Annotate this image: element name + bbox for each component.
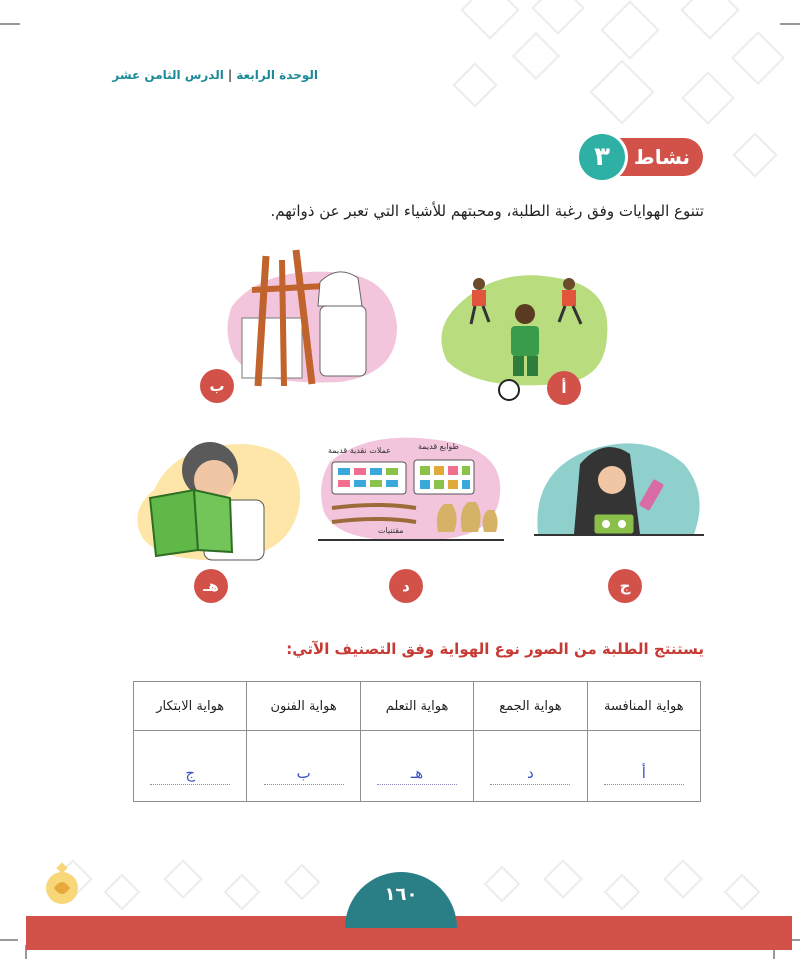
page-header: [0, 68, 318, 82]
answer-cell-collecting[interactable]: [474, 731, 587, 802]
stamps-caption: طوابع قديمة: [418, 442, 459, 451]
answer-competition: أ: [604, 762, 684, 785]
robotics-girl-illustration: [534, 434, 704, 540]
picture-label-a: أ: [547, 371, 581, 405]
possessions-caption: مقتنيات: [378, 526, 404, 535]
header-separator: |: [227, 68, 233, 82]
answer-collecting: د: [490, 762, 570, 785]
picture-label-b: ب: [200, 369, 234, 403]
activity-label: نشاط: [607, 138, 703, 176]
answer-innovation: ج: [150, 762, 230, 785]
lesson-title: الدرس الثامن عشر: [112, 68, 224, 82]
picture-label-j: ج: [608, 569, 642, 603]
answer-cell-innovation[interactable]: [134, 731, 247, 802]
question-text: يستنتج الطلبة من الصور نوع الهواية وفق التصنيف الآتي:: [286, 640, 704, 658]
painter-easel-illustration: [222, 246, 402, 391]
reading-boy-illustration: [134, 430, 304, 566]
page-number: ١٦٠: [345, 872, 457, 928]
header-learning: هواية التعلم: [360, 682, 473, 731]
answer-learning: هـ: [377, 762, 457, 785]
activity-number: ٣: [579, 134, 625, 180]
publisher-logo-icon: [42, 862, 82, 908]
header-innovation: هواية الابتكار: [134, 682, 247, 731]
header-competition: هواية المنافسة: [587, 682, 700, 731]
header-arts: هواية الفنون: [247, 682, 360, 731]
intro-text: تتنوع الهوايات وفق رغبة الطلبة، ومحبتهم للأشياء التي تعبر عن ذواتهم.: [270, 202, 704, 220]
hobby-classification-table: [133, 681, 701, 802]
answer-cell-arts[interactable]: [247, 731, 360, 802]
activity-badge: [579, 134, 703, 182]
unit-title: الوحدة الرابعة: [236, 68, 318, 82]
table-header-row: [134, 682, 701, 731]
answer-arts: ب: [264, 762, 344, 785]
football-players-illustration: [437, 266, 612, 406]
picture-label-h: هـ: [194, 569, 228, 603]
answer-cell-learning[interactable]: [360, 731, 473, 802]
collections-illustration: [318, 432, 504, 544]
picture-label-d: د: [389, 569, 423, 603]
coins-caption: عملات نقدية قديمة: [328, 446, 391, 455]
table-answer-row: [134, 731, 701, 802]
header-collecting: هواية الجمع: [474, 682, 587, 731]
answer-cell-competition[interactable]: [587, 731, 700, 802]
